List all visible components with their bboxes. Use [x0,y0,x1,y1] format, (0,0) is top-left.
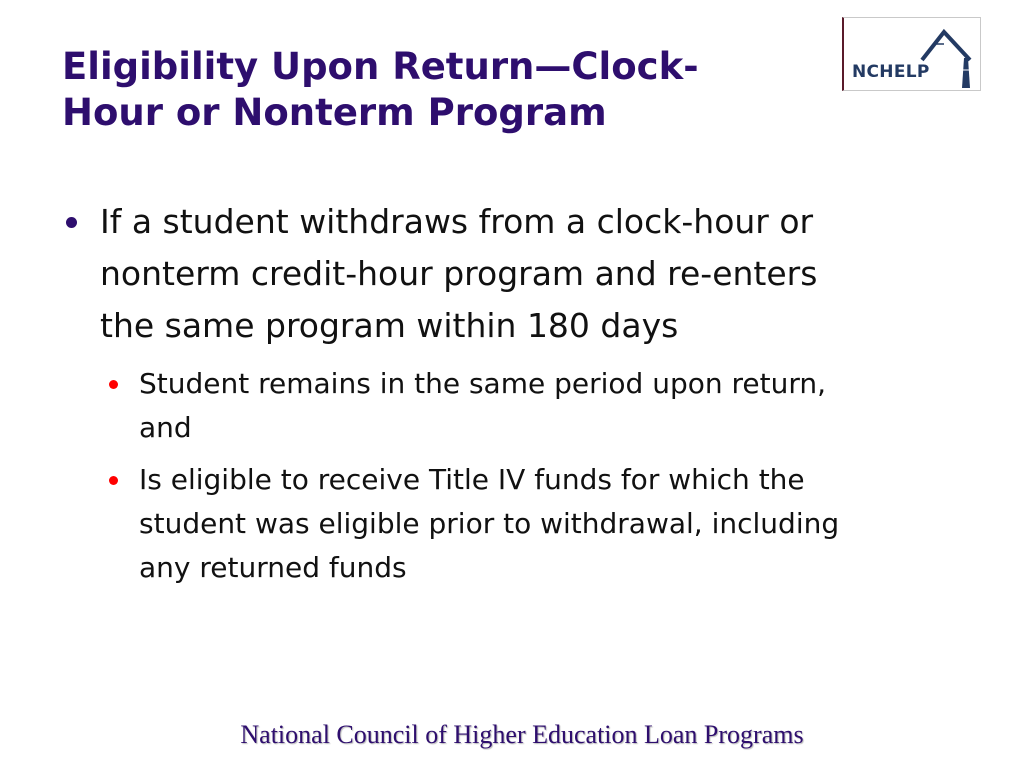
sub-bullet-list [62,362,962,590]
title-line-1: Eligibility Upon Return—Clock- [62,45,699,88]
main-bullet-line: the same program within 180 days [100,306,679,345]
bullet-dot-icon [109,380,118,389]
bullet-dot-icon [109,476,118,485]
nchelp-logo [842,17,981,91]
sub-bullet-line: and [139,411,192,444]
slide-title [62,44,832,136]
bullet-dot-icon [66,217,77,228]
sub-bullet-line: any returned funds [139,551,407,584]
sub-bullet-1 [62,362,962,450]
title-line-2: Hour or Nonterm Program [62,91,607,134]
slide-body [62,196,962,598]
main-bullet [62,196,962,352]
sub-bullet-line: student was eligible prior to withdrawal, including [139,507,840,540]
main-bullet-line: If a student withdraws from a clock-hour or [100,202,814,241]
sub-bullet-2 [62,458,962,590]
sub-bullet-line: Student remains in the same period upon return, [139,367,827,400]
main-bullet-line: nonterm credit-hour program and re-enters [100,254,818,293]
sub-bullet-line: Is eligible to receive Title IV funds for which the [139,463,805,496]
slide-footer: National Council of Higher Education Loan Programs [240,720,804,749]
logo-text: NCHELP [852,62,930,82]
